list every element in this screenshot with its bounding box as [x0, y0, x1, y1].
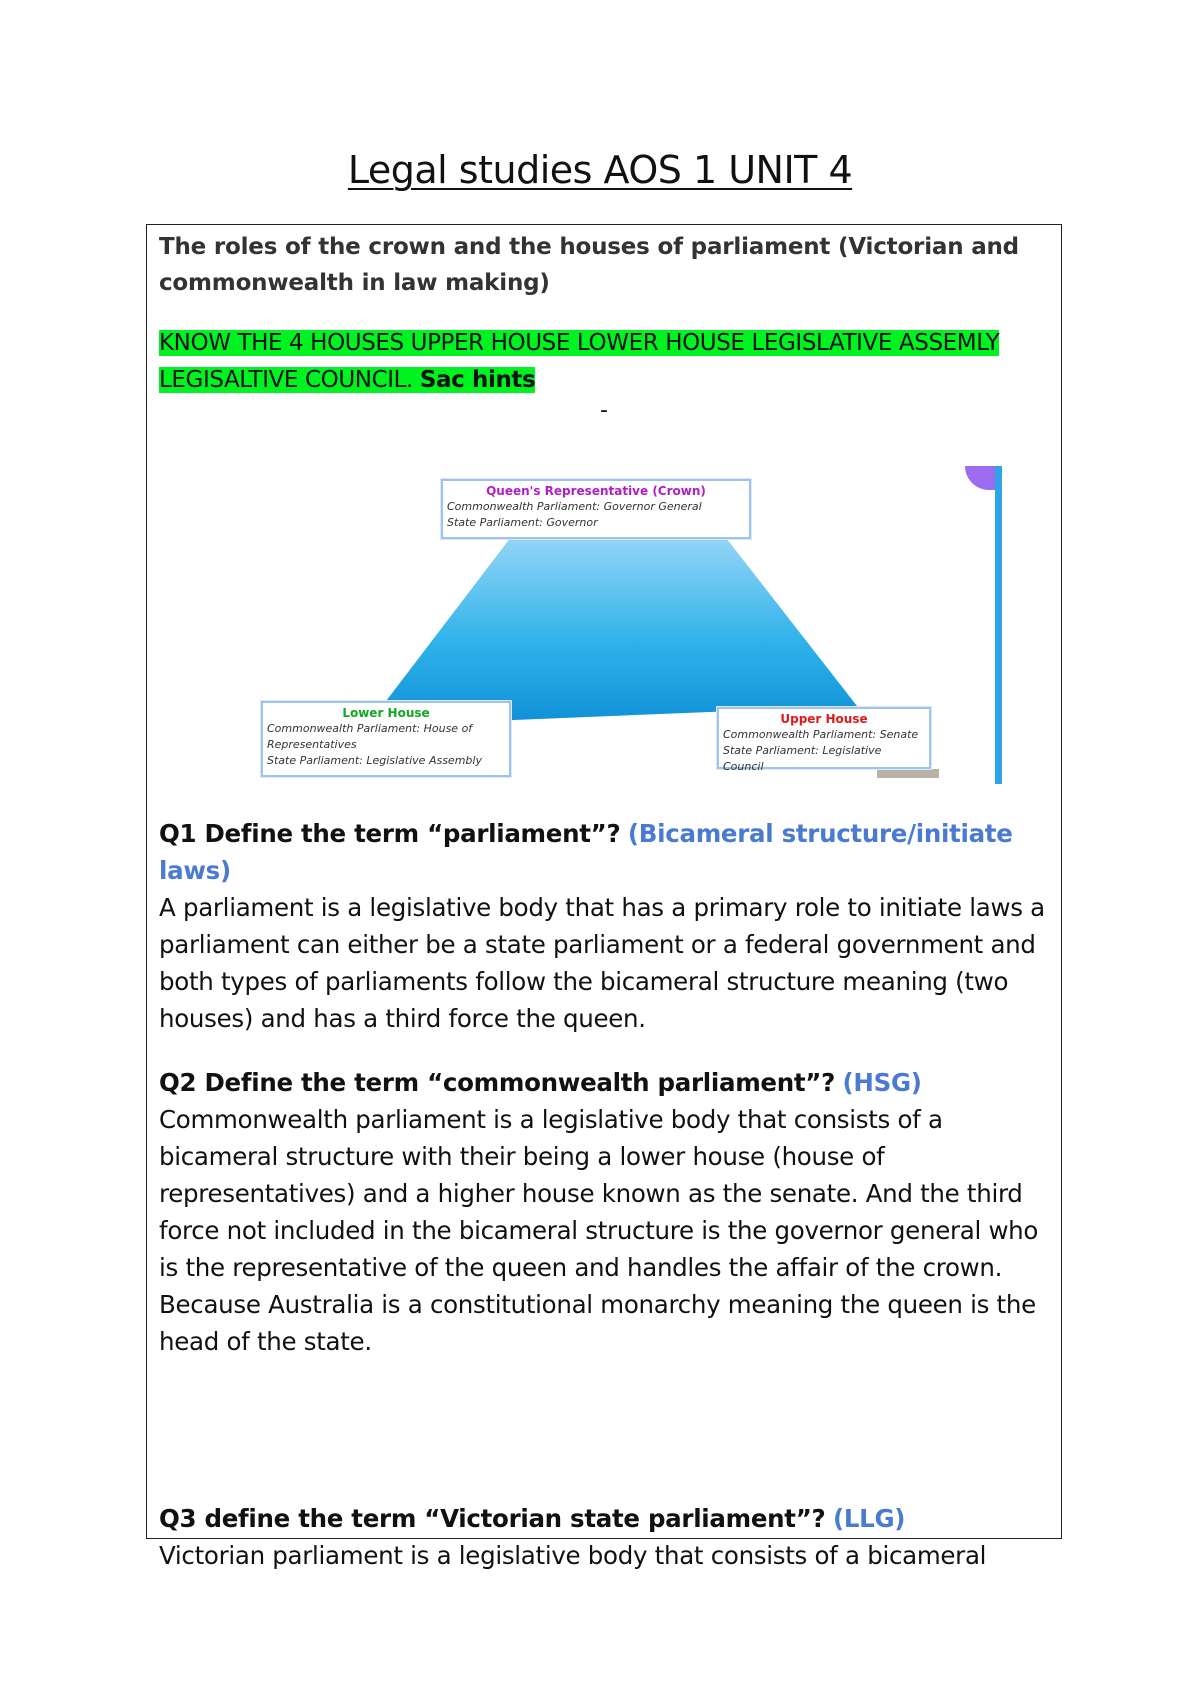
question-2-title: Q2 Define the term “commonwealth parliament”? — [159, 1068, 836, 1097]
side-bar — [995, 466, 1002, 784]
crown-box — [441, 479, 751, 539]
lower-house-line1: Commonwealth Parliament: House of Representatives — [267, 722, 473, 751]
question-2 — [159, 1064, 1049, 1360]
content — [159, 225, 1049, 425]
question-1-hint: (Bicameral structure/initiate laws) — [159, 819, 1013, 885]
question-3-title: Q3 define the term “Victorian state parliament”? — [159, 1504, 826, 1533]
upper-house-box — [717, 707, 931, 773]
question-1-answer: A parliament is a legislative body that has a primary role to initiate laws a parliament can either be a state parliament or a federal government and both types of parliaments follow the bicameral structure meaning (two houses) and has a third force the queen. — [159, 893, 1045, 1033]
lower-house-line2: State Parliament: Legislative Assembly — [267, 754, 482, 767]
content-box — [146, 224, 1062, 1570]
question-2-answer: Commonwealth parliament is a legislative body that consists of a bicameral structure with their being a lower house (house of representatives) and a higher house known as the senate. And the third force not included in the bicameral structure is the governor general who is the representative of the queen and handles the affair of the crown. Because Australia is a constitutional monarchy meaning the queen is the head of the state. — [159, 1105, 1039, 1356]
question-3-hint: (LLG) — [832, 1504, 906, 1533]
question-1 — [159, 815, 1049, 1037]
upper-house-line1: Commonwealth Parliament: Senate — [723, 728, 919, 741]
lower-house-title: Lower House — [342, 706, 430, 720]
section-heading: The roles of the crown and the houses of parliament (Victorian and commonwealth in law making) — [159, 234, 1019, 296]
crown-title: Queen's Representative (Crown) — [486, 484, 706, 498]
upper-house-line2: State Parliament: Legislative Council — [723, 744, 882, 773]
lower-house-box — [261, 701, 511, 777]
highlight-note — [159, 325, 1049, 399]
upper-house-title: Upper House — [780, 712, 868, 726]
page-title: Legal studies AOS 1 UNIT 4 — [347, 148, 853, 192]
pyramid-triangle — [367, 516, 857, 726]
questions — [159, 815, 1049, 1574]
question-3-answer: Victorian parliament is a legislative body that consists of a bicameral — [159, 1541, 987, 1570]
crown-line1: Commonwealth Parliament: Governor General — [447, 500, 702, 513]
question-2-hint: (HSG) — [842, 1068, 922, 1097]
sac-hints: Sac hints — [419, 367, 536, 393]
question-3 — [159, 1500, 1049, 1574]
crown-line2: State Parliament: Governor — [447, 516, 598, 529]
dash: - — [600, 398, 608, 423]
question-1-title: Q1 Define the term “parliament”? — [159, 819, 621, 848]
highlight-text: KNOW THE 4 HOUSES UPPER HOUSE LOWER HOUSE LEGISLATIVE ASSEMLY LEGISALTIVE COUNCIL. Sac hints — [159, 330, 1000, 393]
